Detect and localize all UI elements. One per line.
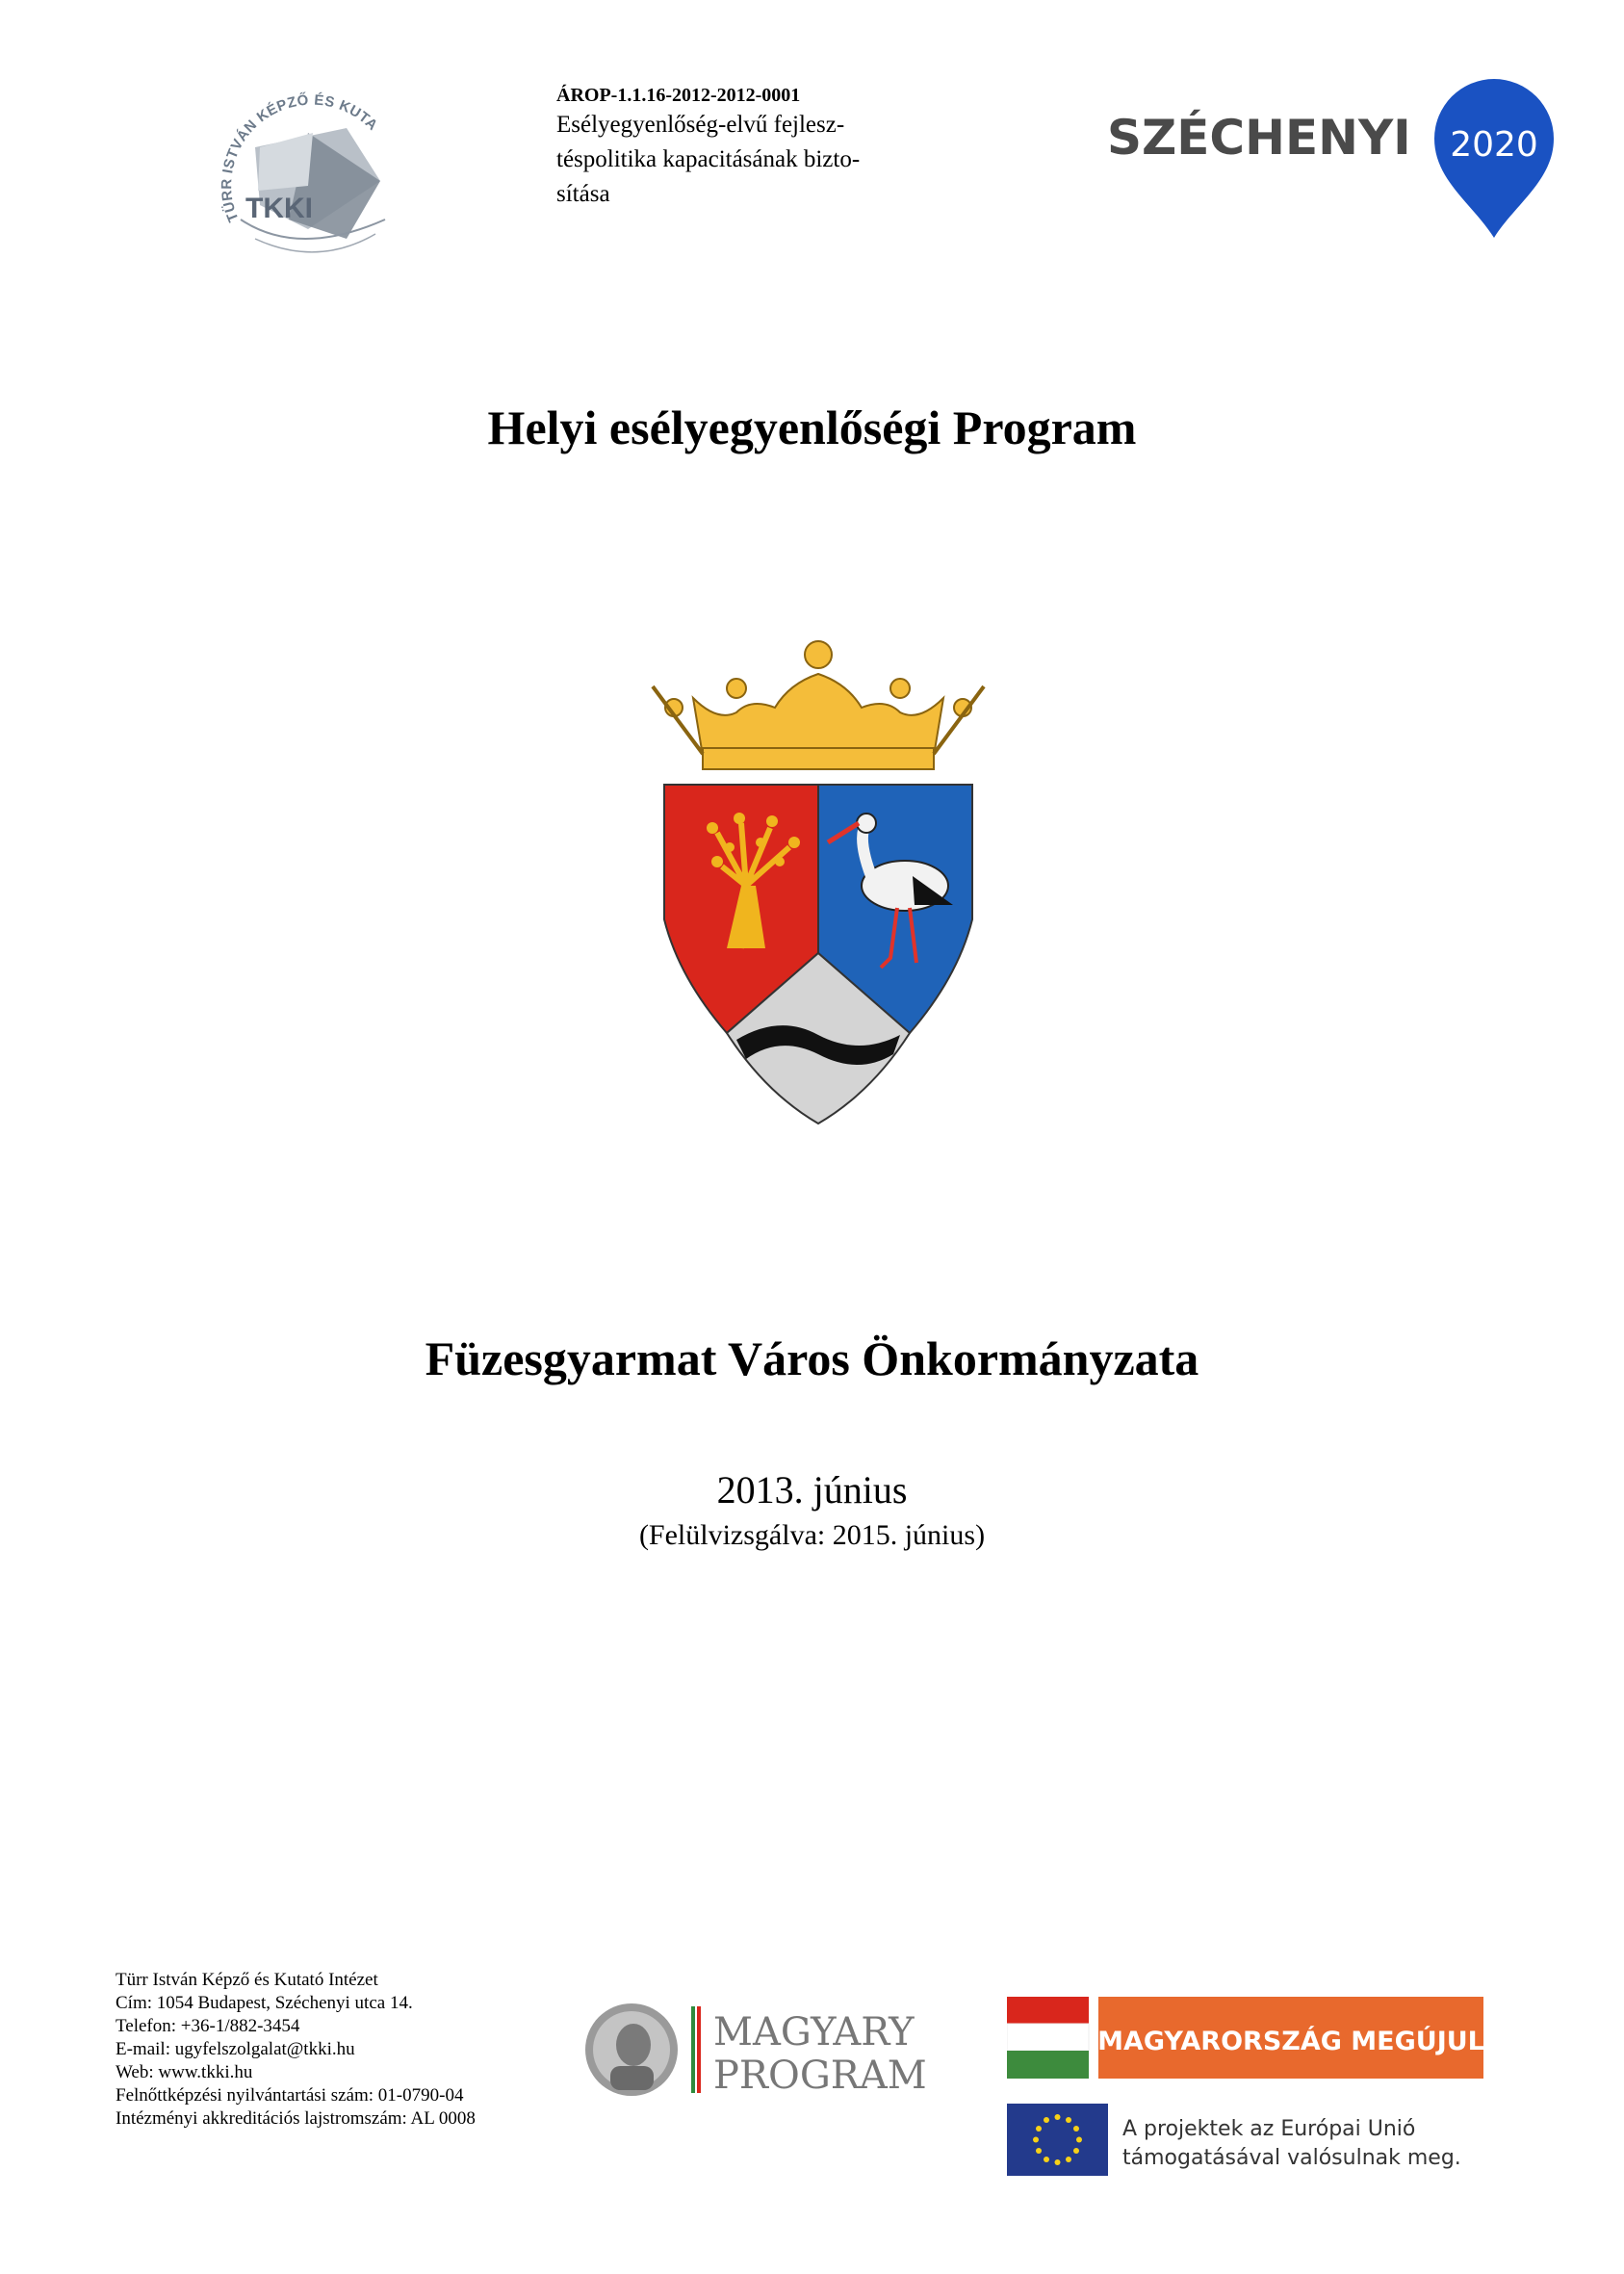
eu-funding-block <box>1007 2104 1546 2181</box>
eu-flag-icon <box>1007 2104 1108 2176</box>
eu-text-line: A projektek az Európai Unió <box>1122 2117 1416 2141</box>
eu-text-line: támogatásával valósulnak meg. <box>1122 2146 1461 2170</box>
project-title-line: Esélyegyenlőség-elvű fejlesz- <box>556 112 845 138</box>
revision-date: (Felülvizsgálva: 2015. június) <box>638 1519 986 1551</box>
contact-line: Intézményi akkreditációs lajstromszám: AL 0008 <box>116 2108 476 2129</box>
main-title: Helyi esélyegyenlőségi Program <box>487 401 1137 454</box>
magyary-line2: PROGRAM <box>713 2054 927 2098</box>
szechenyi-year: 2020 <box>1450 125 1538 165</box>
tkki-abbr: TKKI <box>245 193 313 224</box>
coat-of-arms-icon <box>645 631 992 1131</box>
project-code: ÁROP-1.1.16-2012-2012-0001 <box>556 85 801 106</box>
project-title-line: sítása <box>556 181 610 207</box>
szechenyi-2020-logo <box>1107 79 1569 238</box>
project-title-line: téspolitika kapacitásának bizto- <box>556 146 861 172</box>
szechenyi-wordmark: SZÉCHENYI <box>1107 110 1411 166</box>
organization-title: Füzesgyarmat Város Önkormányzata <box>425 1331 1199 1385</box>
magyary-program-logo <box>583 1997 968 2103</box>
contact-line: Telefon: +36-1/882-3454 <box>116 2016 300 2036</box>
magyary-line1: MAGYARY <box>713 2010 915 2054</box>
eu-funding-text <box>1122 2115 1461 2173</box>
magyarorszag-megujul-banner <box>1007 1997 1488 2079</box>
contact-block <box>116 1969 476 2131</box>
tkki-arc-text: TÜRR ISTVÁN KÉPZŐ ÉS KUTA <box>219 91 380 224</box>
project-block <box>556 83 961 212</box>
magyarorszag-megujul-text: MAGYARORSZÁG MEGÚJUL <box>1097 2027 1484 2056</box>
contact-line: E-mail: ugyfelszolgalat@tkki.hu <box>116 2039 355 2059</box>
contact-line: Web: www.tkki.hu <box>116 2062 253 2082</box>
tkki-logo <box>202 75 404 268</box>
contact-line: Türr István Képző és Kutató Intézet <box>116 1970 378 1990</box>
contact-line: Felnőttképzési nyilvántartási szám: 01-0790-04 <box>116 2085 464 2106</box>
contact-line: Cím: 1054 Budapest, Széchenyi utca 14. <box>116 1993 413 2013</box>
document-date: 2013. június <box>716 1468 908 1512</box>
